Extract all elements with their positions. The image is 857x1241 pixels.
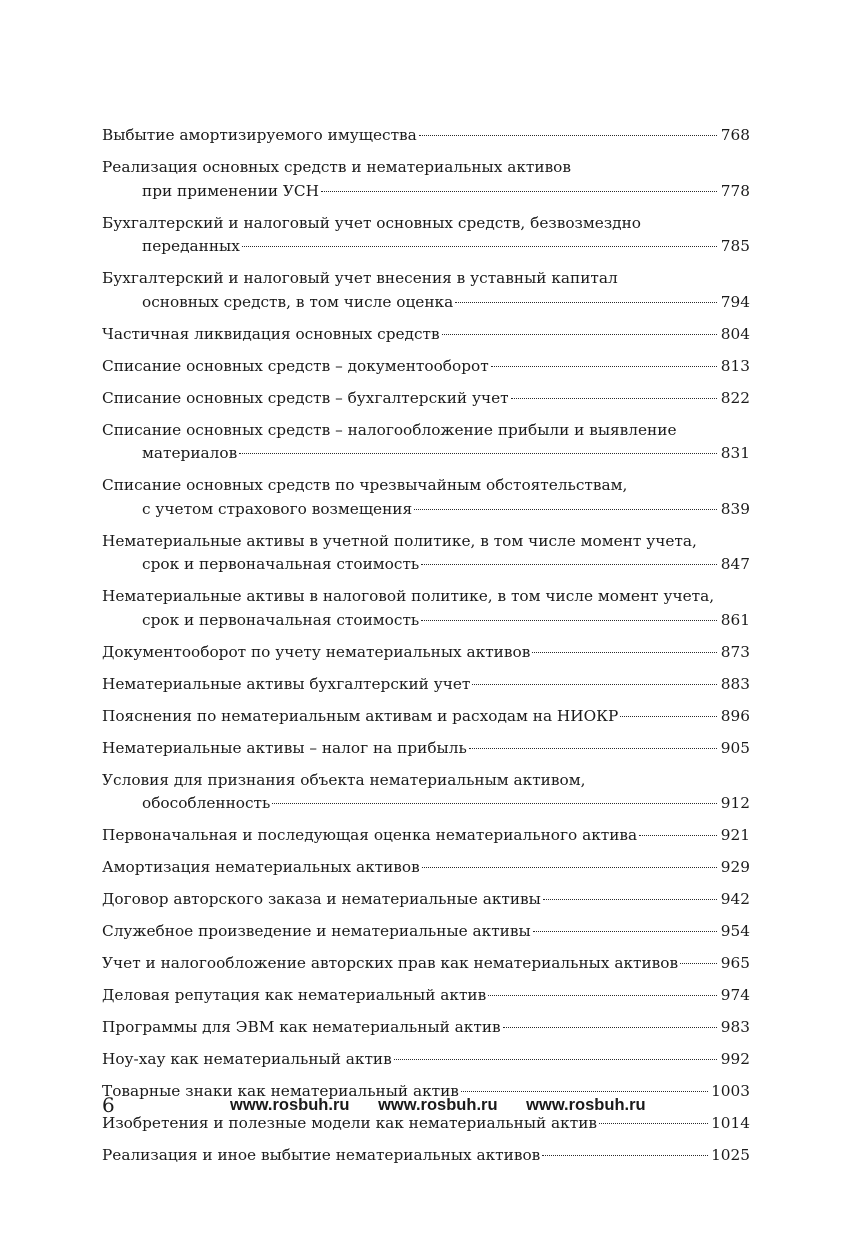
toc-entry-title: Выбытие амортизируемого имущества (102, 126, 417, 144)
toc-entry-page-number: 813 (720, 356, 750, 375)
toc-entry-page-number: 785 (720, 237, 750, 255)
dot-leader (511, 398, 717, 399)
toc-entry-title: Нематериальные активы бухгалтерский учет (102, 674, 471, 693)
toc-entry-title: Частичная ликвидация основных средств (102, 324, 440, 343)
toc-entry-title: Списание основных средств – документооборот (102, 356, 489, 375)
toc-entry-line (102, 124, 750, 148)
toc-entry[interactable] (102, 888, 750, 912)
toc-entry-line (102, 553, 750, 577)
toc-entry[interactable] (102, 355, 750, 379)
toc-entry-line (102, 355, 750, 379)
toc-entry-page-number: 778 (720, 181, 750, 200)
toc-entry[interactable] (102, 585, 750, 632)
toc-entry-page-number: 983 (720, 1018, 750, 1036)
toc-entry-title: Деловая репутация как нематериальный актив (102, 986, 487, 1004)
toc-entry[interactable] (102, 1144, 750, 1168)
toc-entry-title: Амортизация нематериальных активов (102, 858, 420, 876)
toc-entry-line (102, 792, 750, 816)
footer-link[interactable]: www.rosbuh.ru (526, 1096, 646, 1114)
dot-leader (472, 684, 717, 685)
toc-entry-title: Программы для ЭВМ как нематериальный актив (102, 1018, 501, 1036)
toc-entry-line (102, 498, 750, 522)
toc-entry-title-continued: материалов (142, 444, 238, 462)
dot-leader (488, 995, 717, 996)
toc-entry-page-number: 1025 (711, 1146, 750, 1164)
toc-entry-line (102, 387, 750, 411)
toc-entry-page-number: 768 (720, 126, 750, 144)
toc-entry-title: Бухгалтерский и налоговый учет основных средств, безвозмездно (102, 213, 642, 232)
dot-leader (422, 867, 717, 868)
toc-entry-title: Учет и налогообложение авторских прав как нематериальных активов (102, 954, 679, 972)
dot-leader (532, 652, 717, 653)
toc-entry[interactable] (102, 984, 750, 1008)
dot-leader (491, 366, 717, 367)
toc-entry-page-number: 965 (720, 954, 750, 972)
toc-entry-page-number: 929 (720, 858, 750, 876)
toc-entry-line (102, 888, 750, 912)
dot-leader (599, 1123, 708, 1124)
dot-leader (394, 1059, 717, 1060)
toc-entry-page-number: 954 (720, 922, 750, 940)
toc-entry-page-number: 822 (720, 388, 750, 407)
toc-entry-title: Нематериальные активы – налог на прибыль (102, 738, 467, 757)
dot-leader (419, 135, 717, 136)
toc-entry[interactable] (102, 824, 750, 848)
dot-leader (321, 191, 717, 192)
toc-entry-title: Списание основных средств – налогообложение прибыли и выявление (102, 420, 677, 439)
table-of-contents (102, 124, 750, 1176)
toc-entry-line (102, 856, 750, 880)
footer-link[interactable]: www.rosbuh.ru (230, 1096, 350, 1114)
toc-entry-page-number: 804 (720, 324, 750, 343)
toc-entry-line (102, 952, 750, 976)
toc-entry-page-number: 896 (720, 706, 750, 725)
toc-entry[interactable] (102, 769, 750, 816)
toc-entry-title: Ноу-хау как нематериальный актив (102, 1050, 392, 1068)
dot-leader (239, 453, 717, 454)
toc-entry-title: Первоначальная и последующая оценка нематериального актива (102, 826, 638, 844)
toc-entry-title: Бухгалтерский и налоговый учет внесения в уставный капитал (102, 269, 618, 287)
toc-entry-title: Изобретения и полезные модели как нематериальный актив (102, 1114, 597, 1132)
page-footer (102, 1090, 750, 1120)
toc-entry[interactable] (102, 920, 750, 944)
toc-entry-page-number: 992 (720, 1050, 750, 1068)
dot-leader (414, 509, 717, 510)
toc-entry[interactable] (102, 474, 750, 521)
toc-entry-page-number: 905 (720, 738, 750, 757)
dot-leader (469, 748, 717, 749)
toc-entry-page-number: 883 (720, 674, 750, 693)
toc-entry[interactable] (102, 1016, 750, 1040)
dot-leader (272, 803, 717, 804)
dot-leader (639, 835, 717, 836)
toc-entry-line (102, 920, 750, 944)
toc-entry-title-continued: при применении УСН (142, 181, 319, 200)
toc-entry[interactable] (102, 419, 750, 466)
toc-entry[interactable] (102, 1048, 750, 1072)
toc-entry-line (102, 235, 750, 259)
toc-entry-title: Нематериальные активы в налоговой политике, в том числе момент учета, (102, 587, 715, 605)
toc-entry-title: Реализация основных средств и нематериальных активов (102, 158, 571, 176)
toc-entry[interactable] (102, 673, 750, 697)
footer-links (230, 1090, 670, 1120)
toc-entry-title: Товарные знаки как нематериальный актив (102, 1082, 459, 1100)
toc-entry-page-number: 921 (720, 826, 750, 844)
toc-entry-title-continued: срок и первоначальная стоимость (142, 610, 420, 629)
toc-entry-line (102, 641, 750, 665)
toc-entry-line (102, 1016, 750, 1040)
toc-entry-page-number: 873 (720, 642, 750, 661)
toc-entry-title-continued: обособленность (142, 794, 271, 812)
toc-entry-page-number: 847 (720, 555, 750, 573)
toc-entry-line (102, 673, 750, 697)
page-number: 6 (102, 1093, 115, 1117)
toc-entry-line (102, 984, 750, 1008)
toc-entry-line (102, 609, 750, 633)
toc-entry-line (102, 1144, 750, 1168)
dot-leader (620, 716, 717, 717)
toc-entry-title: Нематериальные активы в учетной политике, в том числе момент учета, (102, 531, 697, 550)
toc-entry-page-number: 942 (720, 890, 750, 908)
toc-entry-line (102, 705, 750, 729)
dot-leader (533, 931, 717, 932)
toc-entry-title: Условия для признания объекта нематериальным активом, (102, 770, 586, 789)
toc-entry[interactable] (102, 641, 750, 665)
toc-entry-page-number: 912 (720, 794, 750, 812)
toc-entry-page-number: 974 (720, 986, 750, 1004)
toc-entry[interactable] (102, 387, 750, 411)
toc-entry-line (102, 442, 750, 466)
toc-entry-title: Документооборот по учету нематериальных активов (102, 642, 531, 661)
toc-entry-page-number: 831 (720, 444, 750, 462)
toc-entry-page-number: 1003 (711, 1082, 750, 1100)
toc-entry-title-continued: срок и первоначальная стоимость (142, 555, 420, 573)
toc-entry-title-continued: основных средств, в том числе оценка (142, 292, 454, 311)
toc-entry-title: Списание основных средств – бухгалтерский учет (102, 388, 509, 407)
toc-entry-page-number: 839 (720, 499, 750, 518)
toc-entry[interactable] (102, 212, 750, 259)
dot-leader (242, 246, 717, 247)
toc-entry-line (102, 323, 750, 347)
toc-entry[interactable] (102, 856, 750, 880)
dot-leader (542, 1155, 708, 1156)
toc-entry[interactable] (102, 323, 750, 347)
toc-entry[interactable] (102, 737, 750, 761)
toc-entry-title: Договор авторского заказа и нематериальные активы (102, 890, 541, 908)
toc-entry-line (102, 291, 750, 315)
toc-entry[interactable] (102, 156, 750, 203)
toc-entry-page-number: 861 (720, 610, 750, 629)
toc-entry-line (102, 180, 750, 204)
toc-entry[interactable] (102, 705, 750, 729)
toc-entry-line (102, 737, 750, 761)
dot-leader (421, 564, 717, 565)
toc-entry-line (102, 824, 750, 848)
toc-entry-page-number: 794 (720, 292, 750, 311)
toc-entry-title: Пояснения по нематериальным активам и расходам на НИОКР (102, 706, 619, 725)
dot-leader (543, 899, 717, 900)
toc-entry[interactable] (102, 267, 750, 314)
toc-entry[interactable] (102, 530, 750, 577)
toc-entry[interactable] (102, 952, 750, 976)
dot-leader (421, 620, 717, 621)
toc-entry-title-continued: переданных (142, 237, 240, 255)
toc-entry-title-continued: с учетом страхового возмещения (142, 499, 413, 518)
footer-link[interactable]: www.rosbuh.ru (378, 1096, 498, 1114)
dot-leader (442, 334, 717, 335)
toc-entry-title: Служебное произведение и нематериальные активы (102, 922, 531, 940)
toc-entry-title: Списание основных средств по чрезвычайным обстоятельствам, (102, 476, 628, 494)
toc-entry-line (102, 1048, 750, 1072)
toc-entry-title: Реализация и иное выбытие нематериальных активов (102, 1146, 541, 1164)
toc-entry-page-number: 1014 (711, 1114, 750, 1132)
toc-entry[interactable] (102, 124, 750, 148)
dot-leader (680, 963, 717, 964)
dot-leader (503, 1027, 717, 1028)
dot-leader (455, 302, 717, 303)
